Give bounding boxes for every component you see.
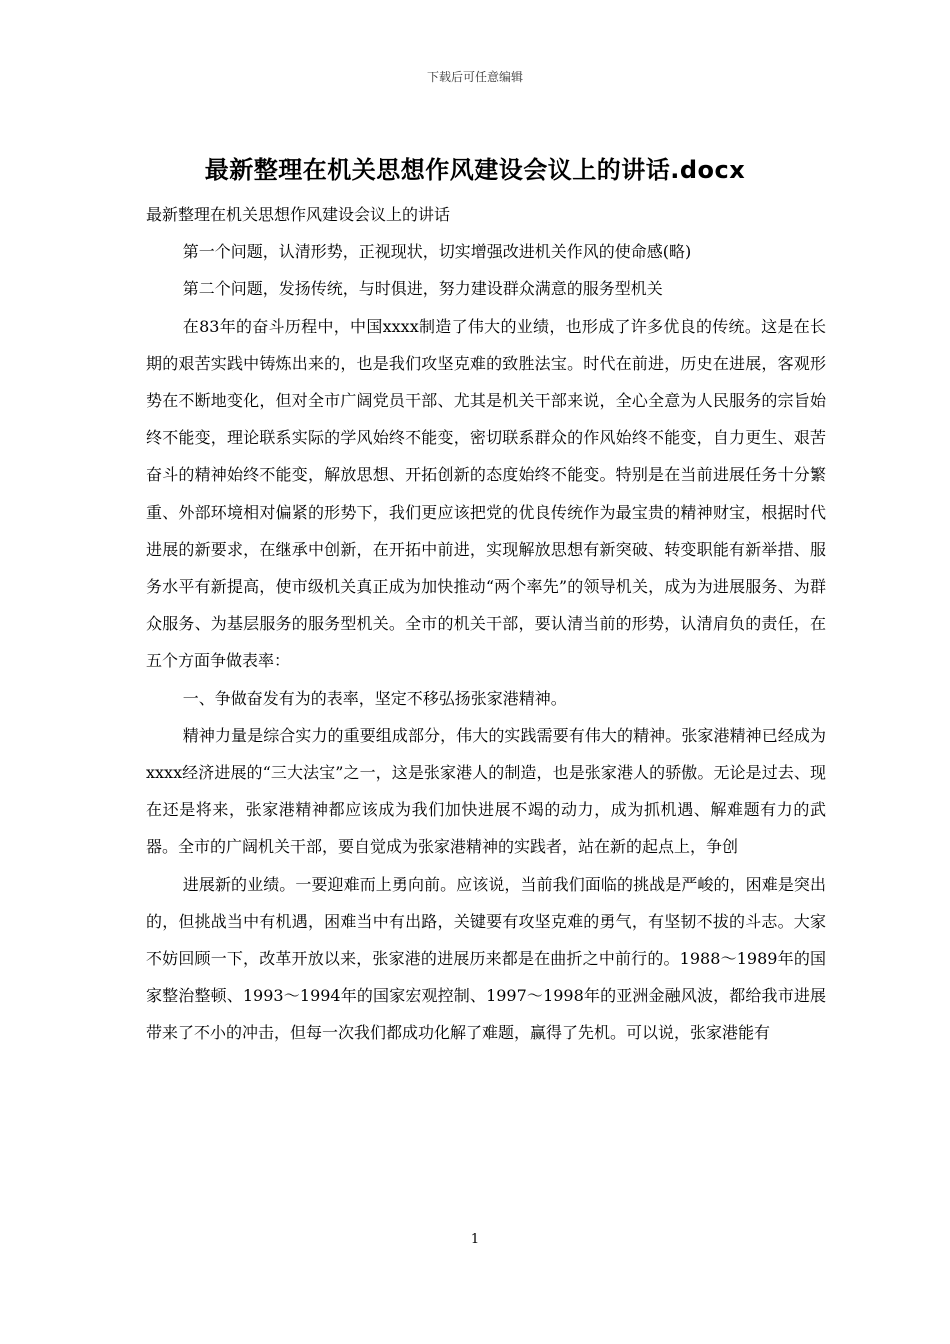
- paragraph: 第二个问题，发扬传统，与时俱进，努力建设群众满意的服务型机关: [182, 279, 663, 299]
- document-title: 最新整理在机关思想作风建设会议上的讲话.docx: [204, 156, 746, 184]
- page-number: 1: [470, 1232, 480, 1247]
- paragraph: 进展新的业绩。一要迎难而上勇向前。应该说，当前我们面临的挑战是严峻的，困难是突出的，但挑战当中有机遇，困难当中有出路，关键要有攻坚克难的勇气，有坚韧不拔的斗志。大家不妨回顾一下，改革开放以来，张家港的进展历来都是在曲折之中前行的。1988～1989年的国家整治整顿、1993～1994年的国家宏观控制、1997～1998年的亚洲金融风波，都给我市进展带来了不小的冲击，但每一次我们都成功化解了难题，赢得了先机。可以说，张家港能有: [146, 874, 826, 1043]
- paragraph: 第一个问题，认清形势，正视现状，切实增强改进机关作风的使命感(略): [182, 242, 692, 262]
- paragraph: 最新整理在机关思想作风建设会议上的讲话: [146, 205, 451, 224]
- document-body: [146, 196, 826, 1052]
- paragraph: 在83年的奋斗历程中，中国xxxx制造了伟大的业绩，也形成了许多优良的传统。这是在长期的艰苦实践中铸炼出来的，也是我们攻坚克难的致胜法宝。时代在前进，历史在进展，客观形势在不断地变化，但对全市广阔党员干部、尤其是机关干部来说，全心全意为人民服务的宗旨始终不能变，理论联系实际的学风始终不能变，密切联系群众的作风始终不能变，自力更生、艰苦奋斗的精神始终不能变，解放思想、开拓创新的态度始终不能变。特别是在当前进展任务十分繁重、外部环境相对偏紧的形势下，我们更应该把党的优良传统作为最宝贵的精神财宝，根据时代进展的新要求，在继承中创新，在开拓中前进，实现解放思想有新突破、转变职能有新举措、服务水平有新提高，使市级机关真正成为加快推动“两个率先”的领导机关，成为为进展服务、为群众服务、为基层服务的服务型机关。全市的机关干部，要认清当前的形势，认清肩负的责任，在五个方面争做表率：: [146, 316, 826, 671]
- paragraph: 一、争做奋发有为的表率，坚定不移弘扬张家港精神。: [182, 688, 567, 708]
- header-note: 下载后可任意编辑: [426, 70, 523, 84]
- paragraph: 精神力量是综合实力的重要组成部分，伟大的实践需要有伟大的精神。张家港精神已经成为xxxx经济进展的“三大法宝”之一，这是张家港人的制造，也是张家港人的骄傲。无论是过去、现在还是将来，张家港精神都应该成为我们加快进展不竭的动力，成为抓机遇、解难题有力的武器。全市的广阔机关干部，要自觉成为张家港精神的实践者，站在新的起点上，争创: [146, 725, 826, 857]
